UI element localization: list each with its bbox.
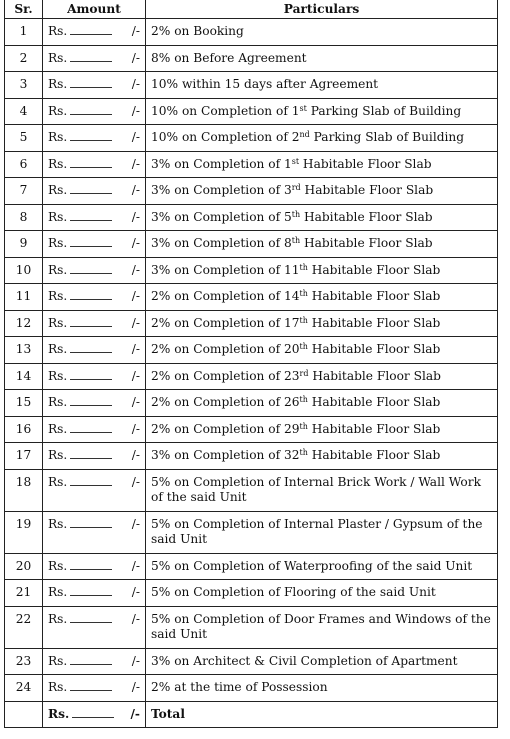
amount-cell <box>43 648 146 675</box>
table-row <box>5 19 498 46</box>
ordinal-suffix: th <box>299 262 308 272</box>
amount-cell <box>43 178 146 205</box>
sr-number: 12 <box>5 310 43 337</box>
particulars-text: 5% on Completion of Internal Plaster / Gypsum of the said Unit <box>151 516 483 546</box>
sr-number: 19 <box>5 511 43 553</box>
particulars-cell <box>146 648 498 675</box>
particulars-text: 3% on Completion of 5 <box>151 209 292 224</box>
ordinal-suffix: th <box>291 209 301 219</box>
sr-number: 9 <box>5 231 43 258</box>
particulars-cell <box>146 469 498 511</box>
table-row <box>5 675 498 702</box>
amount-suffix: /- <box>131 183 140 197</box>
particulars-text-rest: Parking Slab of Building <box>306 103 462 118</box>
particulars-cell <box>146 19 498 46</box>
amount-prefix: Rs. <box>48 262 68 277</box>
amount-blank-line <box>70 104 112 115</box>
amount-suffix: /- <box>131 130 140 144</box>
particulars-text: 5% on Completion of Door Frames and Windows of the said Unit <box>151 611 491 641</box>
particulars-cell <box>146 72 498 99</box>
particulars-cell <box>146 257 498 284</box>
sr-number: 3 <box>5 72 43 99</box>
table-row <box>5 45 498 72</box>
particulars-text: 5% on Completion of Waterproofing of the said Unit <box>151 558 473 573</box>
amount-suffix: /- <box>131 395 140 409</box>
amount-blank-line <box>70 585 112 596</box>
sr-number: 8 <box>5 204 43 231</box>
amount-cell <box>43 19 146 46</box>
amount-prefix: Rs. <box>48 558 68 573</box>
particulars-cell <box>146 204 498 231</box>
ordinal-suffix: th <box>299 315 308 325</box>
particulars-text: 3% on Architect & Civil Completion of Apartment <box>151 653 458 668</box>
amount-blank-line <box>70 448 112 459</box>
header-particulars: Particulars <box>146 0 498 19</box>
particulars-text: 3% on Completion of 8 <box>151 236 292 250</box>
amount-suffix: /- <box>131 289 140 303</box>
total-amount-cell <box>43 701 146 728</box>
amount-cell <box>43 580 146 607</box>
particulars-cell <box>146 511 498 553</box>
amount-prefix: Rs. <box>48 50 68 65</box>
table-row <box>5 606 498 648</box>
particulars-text-rest: Habitable Floor Slab <box>307 262 441 277</box>
amount-blank-line <box>70 263 112 274</box>
amount-prefix: Rs. <box>48 236 68 250</box>
ordinal-suffix: th <box>291 236 301 245</box>
amount-suffix: /- <box>131 236 140 250</box>
sr-number: 17 <box>5 443 43 470</box>
amount-suffix: /- <box>131 342 140 356</box>
particulars-text-rest: Habitable Floor Slab <box>307 421 441 436</box>
table-row <box>5 511 498 553</box>
table-row <box>5 231 498 258</box>
amount-suffix: /- <box>131 421 140 436</box>
particulars-text: 3% on Completion of 32 <box>151 448 300 462</box>
sr-number: 2 <box>5 45 43 72</box>
sr-number: 7 <box>5 178 43 205</box>
amount-blank-line <box>70 395 112 406</box>
amount-prefix: Rs. <box>48 680 68 694</box>
amount-blank-line <box>70 183 112 194</box>
sr-number: 15 <box>5 390 43 417</box>
header-row <box>5 0 498 19</box>
ordinal-suffix: rd <box>291 183 301 192</box>
amount-blank-line <box>70 517 112 528</box>
amount-blank-line <box>70 369 112 380</box>
table-row <box>5 416 498 443</box>
table-row <box>5 648 498 675</box>
amount-blank-line <box>70 51 112 62</box>
table-row <box>5 337 498 364</box>
particulars-text: 2% on Completion of 17 <box>151 315 300 330</box>
total-label: Total <box>146 701 498 728</box>
particulars-text: 2% at the time of Possession <box>151 680 328 694</box>
particulars-text-rest: Habitable Floor Slab <box>299 156 432 171</box>
sr-number: 23 <box>5 648 43 675</box>
particulars-text: 10% on Completion of 2 <box>151 130 300 144</box>
amount-blank-line <box>70 612 112 623</box>
particulars-text: 2% on Completion of 26 <box>151 395 300 409</box>
sr-number: 11 <box>5 284 43 311</box>
amount-suffix: /- <box>131 156 140 171</box>
amount-blank-line <box>70 210 112 221</box>
table-row <box>5 151 498 178</box>
amount-suffix: /- <box>131 262 140 277</box>
amount-suffix: /- <box>131 24 140 38</box>
amount-blank-line <box>70 157 112 168</box>
payment-schedule-table <box>4 0 498 728</box>
amount-prefix: Rs. <box>48 611 68 626</box>
amount-blank-line <box>70 342 112 353</box>
amount-suffix: /- <box>131 585 140 599</box>
amount-prefix: Rs. <box>48 342 68 356</box>
amount-suffix: /- <box>131 77 140 91</box>
table-row <box>5 363 498 390</box>
particulars-cell <box>146 151 498 178</box>
amount-cell <box>43 72 146 99</box>
table-row <box>5 310 498 337</box>
table-row <box>5 204 498 231</box>
amount-cell <box>43 675 146 702</box>
particulars-text: 5% on Completion of Internal Brick Work / Wall Work of the said Unit <box>151 474 481 504</box>
amount-blank-line <box>70 130 112 141</box>
amount-cell <box>43 511 146 553</box>
sr-number: 18 <box>5 469 43 511</box>
ordinal-suffix: nd <box>299 130 310 139</box>
table-row <box>5 257 498 284</box>
sr-number: 1 <box>5 19 43 46</box>
particulars-text-rest: Habitable Floor Slab <box>307 342 441 356</box>
amount-blank-line <box>70 24 112 35</box>
ordinal-suffix: th <box>299 448 308 457</box>
table-row <box>5 125 498 152</box>
particulars-cell <box>146 363 498 390</box>
amount-suffix: /- <box>131 558 140 573</box>
ordinal-suffix: th <box>299 289 308 298</box>
amount-cell <box>43 469 146 511</box>
amount-cell <box>43 390 146 417</box>
amount-prefix: Rs. <box>48 585 68 599</box>
amount-suffix: /- <box>130 706 140 721</box>
table-row <box>5 284 498 311</box>
ordinal-suffix: th <box>299 421 308 431</box>
amount-prefix: Rs. <box>48 421 68 436</box>
amount-blank-line <box>70 77 112 88</box>
particulars-cell <box>146 337 498 364</box>
particulars-cell <box>146 231 498 258</box>
particulars-cell <box>146 416 498 443</box>
table-row <box>5 580 498 607</box>
particulars-text: 3% on Completion of 3 <box>151 183 292 197</box>
ordinal-suffix: st <box>291 156 300 166</box>
amount-cell <box>43 443 146 470</box>
amount-prefix: Rs. <box>48 289 68 303</box>
sr-number: 21 <box>5 580 43 607</box>
particulars-text: 2% on Booking <box>151 24 244 38</box>
amount-suffix: /- <box>131 209 140 224</box>
amount-cell <box>43 231 146 258</box>
amount-cell <box>43 45 146 72</box>
particulars-cell <box>146 606 498 648</box>
amount-prefix: Rs. <box>48 183 68 197</box>
header-sr: Sr. <box>5 0 43 19</box>
particulars-text: 5% on Completion of Flooring of the said Unit <box>151 585 436 599</box>
amount-prefix: Rs. <box>48 209 68 224</box>
amount-prefix: Rs. <box>48 395 68 409</box>
amount-suffix: /- <box>131 611 140 626</box>
particulars-cell <box>146 178 498 205</box>
amount-cell <box>43 416 146 443</box>
ordinal-suffix: st <box>299 103 307 113</box>
amount-cell <box>43 363 146 390</box>
particulars-text: 2% on Completion of 23 <box>151 368 300 383</box>
sr-number: 10 <box>5 257 43 284</box>
ordinal-suffix: th <box>299 395 308 404</box>
total-row <box>5 701 498 728</box>
particulars-text-rest: Parking Slab of Building <box>309 130 465 144</box>
particulars-cell <box>146 675 498 702</box>
sr-number: 6 <box>5 151 43 178</box>
particulars-cell <box>146 580 498 607</box>
amount-prefix: Rs. <box>48 706 70 721</box>
amount-cell <box>43 553 146 580</box>
particulars-text-rest: Habitable Floor Slab <box>300 209 433 224</box>
table-row <box>5 72 498 99</box>
ordinal-suffix: rd <box>299 368 309 378</box>
particulars-cell <box>146 310 498 337</box>
amount-prefix: Rs. <box>48 474 68 489</box>
amount-suffix: /- <box>131 448 140 462</box>
amount-blank-line <box>70 422 112 433</box>
amount-cell <box>43 98 146 125</box>
amount-suffix: /- <box>131 50 140 65</box>
particulars-text: 2% on Completion of 29 <box>151 421 300 436</box>
amount-suffix: /- <box>131 315 140 330</box>
table-row <box>5 443 498 470</box>
header-amount: Amount <box>43 0 146 19</box>
particulars-text-rest: Habitable Floor Slab <box>307 448 441 462</box>
sr-number: 22 <box>5 606 43 648</box>
particulars-cell <box>146 443 498 470</box>
particulars-text-rest: Habitable Floor Slab <box>307 315 441 330</box>
table-row <box>5 553 498 580</box>
amount-cell <box>43 151 146 178</box>
particulars-text-rest: Habitable Floor Slab <box>308 368 441 383</box>
particulars-cell <box>146 98 498 125</box>
amount-blank-line <box>70 680 112 691</box>
particulars-cell <box>146 45 498 72</box>
table-row <box>5 98 498 125</box>
particulars-text: 10% within 15 days after Agreement <box>151 77 379 91</box>
amount-prefix: Rs. <box>48 368 68 383</box>
sr-number: 24 <box>5 675 43 702</box>
amount-blank-line <box>70 559 112 570</box>
amount-prefix: Rs. <box>48 448 68 462</box>
amount-suffix: /- <box>131 103 140 118</box>
amount-prefix: Rs. <box>48 156 68 171</box>
amount-prefix: Rs. <box>48 103 68 118</box>
particulars-text: 8% on Before Agreement <box>151 50 307 65</box>
amount-prefix: Rs. <box>48 24 68 38</box>
ordinal-suffix: th <box>299 342 308 351</box>
amount-suffix: /- <box>131 368 140 383</box>
sr-number: 13 <box>5 337 43 364</box>
amount-cell <box>43 284 146 311</box>
table-row <box>5 469 498 511</box>
sr-number: 4 <box>5 98 43 125</box>
sr-number: 16 <box>5 416 43 443</box>
table-row <box>5 390 498 417</box>
sr-number: 20 <box>5 553 43 580</box>
amount-suffix: /- <box>131 516 140 531</box>
amount-prefix: Rs. <box>48 315 68 330</box>
amount-cell <box>43 125 146 152</box>
particulars-text-rest: Habitable Floor Slab <box>300 183 434 197</box>
amount-blank-line <box>72 707 114 718</box>
particulars-text: 2% on Completion of 14 <box>151 289 300 303</box>
amount-prefix: Rs. <box>48 77 68 91</box>
amount-cell <box>43 337 146 364</box>
particulars-cell <box>146 284 498 311</box>
total-sr-cell <box>5 701 43 728</box>
amount-cell <box>43 310 146 337</box>
particulars-text: 2% on Completion of 20 <box>151 342 300 356</box>
particulars-cell <box>146 390 498 417</box>
particulars-text-rest: Habitable Floor Slab <box>300 236 433 250</box>
particulars-text: 3% on Completion of 11 <box>151 262 300 277</box>
amount-cell <box>43 257 146 284</box>
amount-cell <box>43 606 146 648</box>
amount-suffix: /- <box>131 474 140 489</box>
particulars-text: 3% on Completion of 1 <box>151 156 292 171</box>
amount-suffix: /- <box>131 653 140 668</box>
table-row <box>5 178 498 205</box>
particulars-cell <box>146 125 498 152</box>
particulars-text: 10% on Completion of 1 <box>151 103 300 118</box>
particulars-cell <box>146 553 498 580</box>
amount-blank-line <box>70 654 112 665</box>
sr-number: 14 <box>5 363 43 390</box>
sr-number: 5 <box>5 125 43 152</box>
particulars-text-rest: Habitable Floor Slab <box>307 395 441 409</box>
amount-blank-line <box>70 316 112 327</box>
amount-prefix: Rs. <box>48 516 68 531</box>
amount-blank-line <box>70 236 112 247</box>
particulars-text-rest: Habitable Floor Slab <box>307 289 441 303</box>
amount-cell <box>43 204 146 231</box>
amount-blank-line <box>70 475 112 486</box>
amount-blank-line <box>70 289 112 300</box>
amount-prefix: Rs. <box>48 130 68 144</box>
amount-suffix: /- <box>131 680 140 694</box>
amount-prefix: Rs. <box>48 653 68 668</box>
